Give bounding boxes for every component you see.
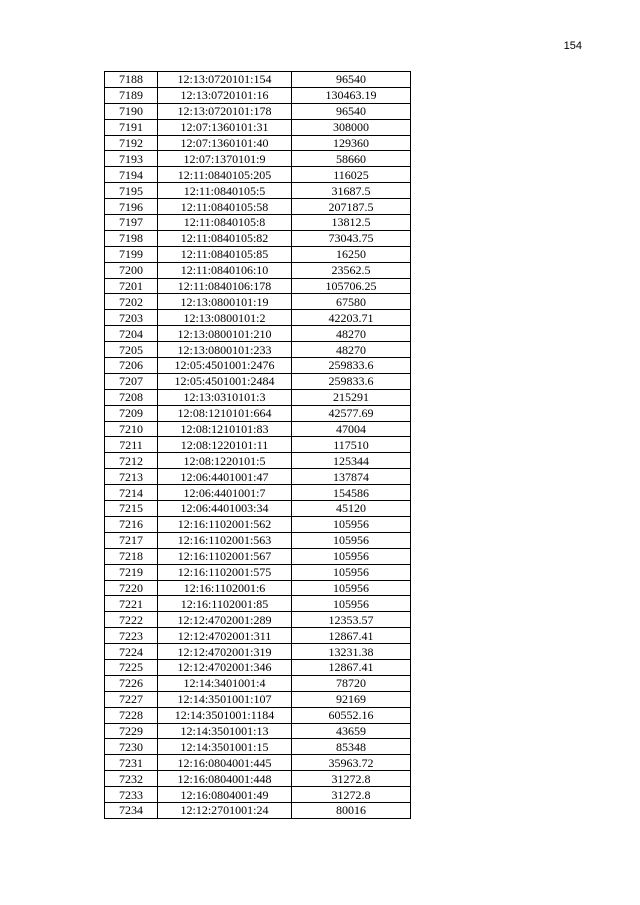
value-cell: 45120 [292, 501, 411, 517]
cadastral-number-cell: 12:07:1360101:31 [158, 119, 292, 135]
value-cell: 117510 [292, 437, 411, 453]
value-cell: 105956 [292, 516, 411, 532]
value-cell: 31272.8 [292, 771, 411, 787]
table-row [105, 358, 411, 374]
table-row [105, 628, 411, 644]
table-row [105, 246, 411, 262]
row-number-cell: 7220 [105, 580, 158, 596]
value-cell: 207187.5 [292, 199, 411, 215]
cadastral-number-cell: 12:14:3501001:15 [158, 739, 292, 755]
table-row [105, 755, 411, 771]
value-cell: 48270 [292, 342, 411, 358]
table-row [105, 516, 411, 532]
table-row [105, 453, 411, 469]
cadastral-number-cell: 12:13:0720101:16 [158, 87, 292, 103]
table-row [105, 103, 411, 119]
row-number-cell: 7224 [105, 644, 158, 660]
row-number-cell: 7218 [105, 548, 158, 564]
cadastral-number-cell: 12:11:0840105:205 [158, 167, 292, 183]
row-number-cell: 7210 [105, 421, 158, 437]
cadastral-number-cell: 12:13:0800101:233 [158, 342, 292, 358]
table-row [105, 199, 411, 215]
table-row [105, 310, 411, 326]
value-cell: 42577.69 [292, 405, 411, 421]
table-row [105, 485, 411, 501]
value-cell: 105706.25 [292, 278, 411, 294]
row-number-cell: 7193 [105, 151, 158, 167]
value-cell: 105956 [292, 596, 411, 612]
table-row [105, 802, 411, 818]
cadastral-number-cell: 12:11:0840106:10 [158, 262, 292, 278]
row-number-cell: 7233 [105, 787, 158, 803]
value-cell: 105956 [292, 580, 411, 596]
row-number-cell: 7215 [105, 501, 158, 517]
table-row [105, 787, 411, 803]
row-number-cell: 7221 [105, 596, 158, 612]
table-row [105, 723, 411, 739]
table-row [105, 644, 411, 660]
table-row [105, 373, 411, 389]
row-number-cell: 7202 [105, 294, 158, 310]
value-cell: 58660 [292, 151, 411, 167]
cadastral-number-cell: 12:16:1102001:85 [158, 596, 292, 612]
cadastral-number-cell: 12:13:0720101:178 [158, 103, 292, 119]
table-row [105, 215, 411, 231]
row-number-cell: 7216 [105, 516, 158, 532]
row-number-cell: 7192 [105, 135, 158, 151]
table-row [105, 612, 411, 628]
cadastral-number-cell: 12:14:3501001:107 [158, 691, 292, 707]
value-cell: 60552.16 [292, 707, 411, 723]
value-cell: 31687.5 [292, 183, 411, 199]
table-row [105, 167, 411, 183]
row-number-cell: 7191 [105, 119, 158, 135]
value-cell: 96540 [292, 72, 411, 88]
value-cell: 23562.5 [292, 262, 411, 278]
value-cell: 85348 [292, 739, 411, 755]
cadastral-number-cell: 12:11:0840105:85 [158, 246, 292, 262]
cadastral-number-cell: 12:13:0720101:154 [158, 72, 292, 88]
table-row [105, 691, 411, 707]
cadastral-number-cell: 12:16:0804001:448 [158, 771, 292, 787]
table-row [105, 278, 411, 294]
value-cell: 78720 [292, 675, 411, 691]
value-cell: 73043.75 [292, 230, 411, 246]
value-cell: 308000 [292, 119, 411, 135]
cadastral-number-cell: 12:16:1102001:6 [158, 580, 292, 596]
row-number-cell: 7206 [105, 358, 158, 374]
table-row [105, 183, 411, 199]
table-row [105, 707, 411, 723]
value-cell: 48270 [292, 326, 411, 342]
cadastral-number-cell: 12:05:4501001:2476 [158, 358, 292, 374]
row-number-cell: 7228 [105, 707, 158, 723]
row-number-cell: 7227 [105, 691, 158, 707]
table-row [105, 675, 411, 691]
value-cell: 42203.71 [292, 310, 411, 326]
table-row [105, 119, 411, 135]
table-row [105, 771, 411, 787]
value-cell: 129360 [292, 135, 411, 151]
cadastral-number-cell: 12:08:1220101:11 [158, 437, 292, 453]
table-row [105, 596, 411, 612]
value-cell: 12867.41 [292, 628, 411, 644]
data-table [104, 71, 411, 819]
table-row [105, 532, 411, 548]
table-row [105, 72, 411, 88]
table-row [105, 151, 411, 167]
value-cell: 47004 [292, 421, 411, 437]
row-number-cell: 7197 [105, 215, 158, 231]
row-number-cell: 7234 [105, 802, 158, 818]
table-row [105, 230, 411, 246]
row-number-cell: 7231 [105, 755, 158, 771]
value-cell: 96540 [292, 103, 411, 119]
value-cell: 92169 [292, 691, 411, 707]
row-number-cell: 7212 [105, 453, 158, 469]
cadastral-number-cell: 12:11:0840105:82 [158, 230, 292, 246]
row-number-cell: 7229 [105, 723, 158, 739]
cadastral-number-cell: 12:11:0840106:178 [158, 278, 292, 294]
page-number: 154 [563, 40, 582, 52]
row-number-cell: 7205 [105, 342, 158, 358]
cadastral-number-cell: 12:14:3501001:1184 [158, 707, 292, 723]
table-row [105, 405, 411, 421]
cadastral-number-cell: 12:16:1102001:563 [158, 532, 292, 548]
row-number-cell: 7226 [105, 675, 158, 691]
table-row [105, 564, 411, 580]
cadastral-number-cell: 12:16:0804001:445 [158, 755, 292, 771]
table-body [105, 72, 411, 819]
cadastral-number-cell: 12:08:1210101:83 [158, 421, 292, 437]
cadastral-number-cell: 12:12:2701001:24 [158, 802, 292, 818]
row-number-cell: 7208 [105, 389, 158, 405]
value-cell: 116025 [292, 167, 411, 183]
cadastral-number-cell: 12:06:4401003:34 [158, 501, 292, 517]
cadastral-number-cell: 12:14:3501001:13 [158, 723, 292, 739]
value-cell: 215291 [292, 389, 411, 405]
value-cell: 137874 [292, 469, 411, 485]
table-row [105, 469, 411, 485]
cadastral-number-cell: 12:16:0804001:49 [158, 787, 292, 803]
cadastral-number-cell: 12:16:1102001:562 [158, 516, 292, 532]
value-cell: 154586 [292, 485, 411, 501]
cadastral-number-cell: 12:12:4702001:289 [158, 612, 292, 628]
row-number-cell: 7219 [105, 564, 158, 580]
table-row [105, 501, 411, 517]
value-cell: 259833.6 [292, 358, 411, 374]
cadastral-number-cell: 12:13:0800101:19 [158, 294, 292, 310]
cadastral-number-cell: 12:08:1210101:664 [158, 405, 292, 421]
row-number-cell: 7194 [105, 167, 158, 183]
row-number-cell: 7214 [105, 485, 158, 501]
row-number-cell: 7211 [105, 437, 158, 453]
cadastral-number-cell: 12:13:0800101:2 [158, 310, 292, 326]
table-row [105, 326, 411, 342]
value-cell: 13812.5 [292, 215, 411, 231]
cadastral-number-cell: 12:12:4702001:319 [158, 644, 292, 660]
row-number-cell: 7232 [105, 771, 158, 787]
value-cell: 67580 [292, 294, 411, 310]
row-number-cell: 7199 [105, 246, 158, 262]
value-cell: 105956 [292, 532, 411, 548]
value-cell: 80016 [292, 802, 411, 818]
cadastral-number-cell: 12:11:0840105:8 [158, 215, 292, 231]
cadastral-number-cell: 12:13:0310101:3 [158, 389, 292, 405]
cadastral-number-cell: 12:07:1360101:40 [158, 135, 292, 151]
value-cell: 130463.19 [292, 87, 411, 103]
row-number-cell: 7195 [105, 183, 158, 199]
row-number-cell: 7230 [105, 739, 158, 755]
row-number-cell: 7201 [105, 278, 158, 294]
cadastral-number-cell: 12:06:4401001:47 [158, 469, 292, 485]
table-row [105, 342, 411, 358]
row-number-cell: 7207 [105, 373, 158, 389]
row-number-cell: 7188 [105, 72, 158, 88]
value-cell: 105956 [292, 548, 411, 564]
row-number-cell: 7209 [105, 405, 158, 421]
row-number-cell: 7203 [105, 310, 158, 326]
table-row [105, 262, 411, 278]
table-row [105, 739, 411, 755]
cadastral-number-cell: 12:16:1102001:575 [158, 564, 292, 580]
cadastral-number-cell: 12:08:1220101:5 [158, 453, 292, 469]
table-row [105, 659, 411, 675]
row-number-cell: 7223 [105, 628, 158, 644]
cadastral-number-cell: 12:14:3401001:4 [158, 675, 292, 691]
table-row [105, 548, 411, 564]
table-row [105, 421, 411, 437]
value-cell: 105956 [292, 564, 411, 580]
cadastral-number-cell: 12:06:4401001:7 [158, 485, 292, 501]
row-number-cell: 7198 [105, 230, 158, 246]
value-cell: 12867.41 [292, 659, 411, 675]
row-number-cell: 7213 [105, 469, 158, 485]
cadastral-number-cell: 12:12:4702001:346 [158, 659, 292, 675]
value-cell: 31272.8 [292, 787, 411, 803]
row-number-cell: 7196 [105, 199, 158, 215]
table-row [105, 437, 411, 453]
value-cell: 12353.57 [292, 612, 411, 628]
cadastral-number-cell: 12:05:4501001:2484 [158, 373, 292, 389]
value-cell: 43659 [292, 723, 411, 739]
table-row [105, 580, 411, 596]
value-cell: 16250 [292, 246, 411, 262]
cadastral-number-cell: 12:12:4702001:311 [158, 628, 292, 644]
table-row [105, 87, 411, 103]
value-cell: 35963.72 [292, 755, 411, 771]
row-number-cell: 7200 [105, 262, 158, 278]
value-cell: 13231.38 [292, 644, 411, 660]
row-number-cell: 7189 [105, 87, 158, 103]
cadastral-number-cell: 12:11:0840105:5 [158, 183, 292, 199]
row-number-cell: 7225 [105, 659, 158, 675]
cadastral-number-cell: 12:07:1370101:9 [158, 151, 292, 167]
cadastral-number-cell: 12:16:1102001:567 [158, 548, 292, 564]
value-cell: 125344 [292, 453, 411, 469]
cadastral-number-cell: 12:13:0800101:210 [158, 326, 292, 342]
cadastral-number-cell: 12:11:0840105:58 [158, 199, 292, 215]
value-cell: 259833.6 [292, 373, 411, 389]
row-number-cell: 7222 [105, 612, 158, 628]
row-number-cell: 7204 [105, 326, 158, 342]
table-row [105, 389, 411, 405]
row-number-cell: 7217 [105, 532, 158, 548]
row-number-cell: 7190 [105, 103, 158, 119]
table-row [105, 294, 411, 310]
table-row [105, 135, 411, 151]
